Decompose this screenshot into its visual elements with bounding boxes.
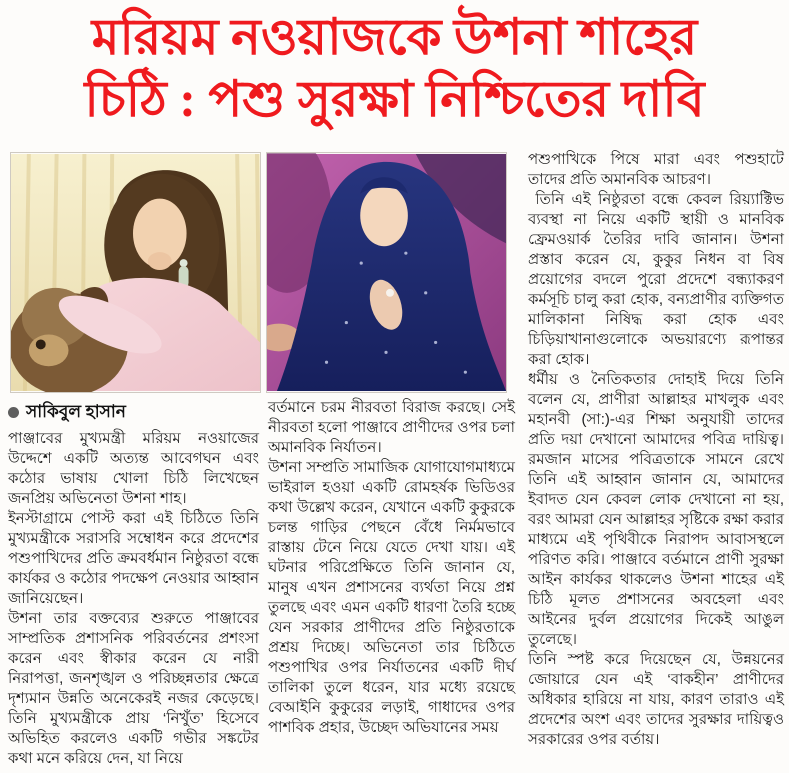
article-column-2 <box>268 398 520 738</box>
paragraph: পশুপাখিকে পিষে মারা এবং পশুহাটে তাদের প্রতি অমানবিক আচরণ। <box>528 151 789 188</box>
paragraph: তিনি এই নিষ্ঠুরতা বন্ধে কেবল রিয়্যাক্টিভ ব্যবস্থা না নিয়ে একটি স্থায়ী ও মানবিক ফ্রেমওয়ার্ক তৈরির দাবি জানান। উশনা প্রস্তাব করেন যে, কুকুর নিধন বা বিষ প্রয়োগের বদলে পুরো প্রদেশে বন্ধ্যাকরণ কর্মসূচি চালু করা হোক, বন্যপ্রাণীর ব্যক্তিগত মালিকানা নিষিদ্ধ করা হোক এবং চিড়িয়াখানাগুলোকে অভয়ারণ্যে রূপান্তর করা হোক। <box>528 191 789 368</box>
headline-line-1: মরিয়ম নওয়াজকে উশনা শাহের <box>91 9 698 65</box>
article-headline <box>0 6 789 130</box>
paragraph: বর্তমানে চরম নীরবতা বিরাজ করছে। সেই নীরবতা হলো পাঞ্জাবে প্রাণীদের ওপর চলা অমানবিক নির্যাতন। <box>268 399 520 456</box>
paragraph: ইনস্টাগ্রামে পোস্ট করা এই চিঠিতে তিনি মুখ্যমন্ত্রীকে সরাসরি সম্বোধন করে প্রদেশের পশুপাখিদের প্রতি ক্রমবর্ধমান নিষ্ঠুরতা বন্ধে কার্যকর ও কঠোর পদক্ষেপ নেওয়ার আহ্বান জানিয়েছেন। <box>8 510 264 607</box>
paragraph: ধর্মীয় ও নৈতিকতার দোহাই দিয়ে তিনি বলেন যে, প্রাণীরা আল্লাহর মাখলুক এবং মহানবী (সা:)-এর শিক্ষা অনুযায়ী তাদের প্রতি দয়া দেখানো আমাদের পবিত্র দায়িত্ব। রমজান মাসের পবিত্রতাকে সামনে রেখে তিনি এই আহ্বান জানান যে, আমাদের ইবাদত যেন কেবল লোক দেখানো না হয়, বরং আমরা যেন আল্লাহর সৃষ্টিকে রক্ষা করার মাধ্যমে এই পৃথিবীকে নিরাপদ আবাসস্থলে পরিণত করি। পাঞ্জাবে বর্তমানে প্রাণী সুরক্ষা আইন কার্যকর থাকলেও উশনা শাহের এই চিঠি মূলত প্রশাসনের অবহেলা এবং আইনের দুর্বল প্রয়োগের দিকেই আঙুল তুলেছে। <box>528 371 789 648</box>
byline-bullet-icon <box>8 407 19 418</box>
paragraph: উশনা সম্প্রতি সামাজিক যোগাযোগমাধ্যমে ভাইরাল হওয়া একটি রোমহর্ষক ভিডিওর কথা উল্লেখ করেন, যেখানে একটি কুকুরকে চলন্ত গাড়ির পেছনে বেঁধে নির্মমভাবে রাস্তায় টেনে নিয়ে যেতে দেখা যায়। এই ঘটনার পরিপ্রেক্ষিতে তিনি জানান যে, মানুষ এখন প্রশাসনের ব্যর্থতা নিয়ে প্রশ্ন তুলছে এবং এমন একটি ধারণা তৈরি হচ্ছে যেন সরকার প্রাণীদের প্রতি নিষ্ঠুরতাকে প্রশ্রয় দিচ্ছে। অভিনেতা তার চিঠিতে পশুপাখির ওপর নির্যাতনের একটি দীর্ঘ তালিকা তুলে ধরেন, যার মধ্যে রয়েছে বেআইনি কুকুরের লড়াই, গাধাদের ওপর পাশবিক প্রহার, উচ্ছেদ অভিযানের সময় <box>268 459 520 736</box>
paragraph: উশনা তার বক্তব্যের শুরুতে পাঞ্জাবের সাম্প্রতিক প্রশাসনিক পরিবর্তনের প্রশংসা করেন এবং স্বীকার করেন যে নারী নিরাপত্তা, জনশৃঙ্খল ও পরিচ্ছন্নতার ক্ষেত্রে দৃশ্যমান উন্নতি অনেকেরই নজর কেড়েছে। তিনি মুখ্যমন্ত্রীকে প্রায় ‘নিখুঁত’ হিসেবে অভিহিত করলেও একটি গভীর সঙ্কটের কথা মনে করিয়ে দেন, যা নিয়ে <box>8 610 264 767</box>
woman-with-dog-photo <box>10 152 261 393</box>
paragraph: পাঞ্জাবের মুখ্যমন্ত্রী মরিয়ম নওয়াজের উদ্দেশে একটি অত্যন্ত আবেগঘন এবং কঠোর ভাষায় খোলা চিঠি লিখেছেন জনপ্রিয় অভিনেতা উশনা শাহ। <box>8 430 264 507</box>
article-column-1 <box>8 402 264 769</box>
article-column-3 <box>528 150 789 750</box>
paragraph: তিনি স্পষ্ট করে দিয়েছেন যে, উন্নয়নের জোয়ারে যেন এই ‘বাকহীন’ প্রাণীদের অধিকার হারিয়ে না যায়, কারণ তারাও এই প্রদেশের অংশ এবং তাদের সুরক্ষার দায়িত্বও সরকারের ওপর বর্তায়। <box>528 651 789 748</box>
byline <box>8 402 259 422</box>
byline-author: সাকিবুল হাসান <box>26 402 126 421</box>
headline-line-2: চিঠি : পশু সুরক্ষা নিশ্চিতের দাবি <box>84 71 705 127</box>
photo-strip <box>10 152 507 393</box>
woman-in-blue-scarf-photo <box>266 152 507 393</box>
